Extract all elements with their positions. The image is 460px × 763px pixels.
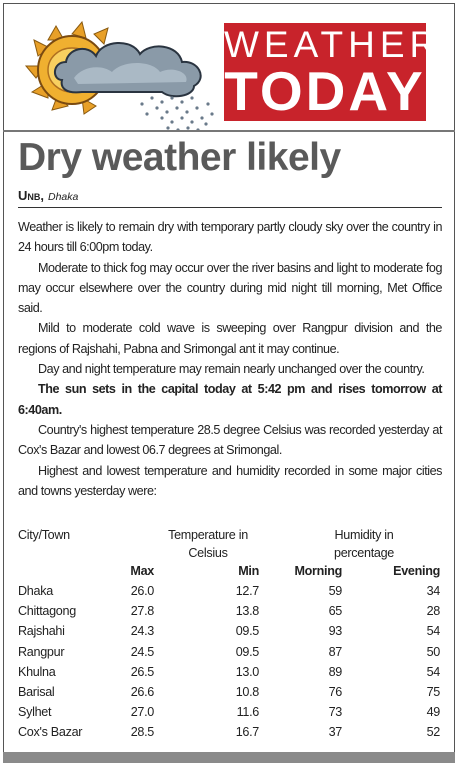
footer-bar [3, 752, 455, 763]
cell-max: 28.5 [130, 725, 154, 740]
cell-evening: 34 [426, 584, 440, 598]
cell-city: Sylhet [18, 705, 52, 720]
subheader-evening: Evening [393, 564, 440, 578]
paragraph-highlight: The sun sets in the capital today at 5:42 pm and rises tomorrow at 6:40am. [18, 382, 442, 417]
subheader-morning: Morning [294, 564, 342, 578]
table-row [18, 685, 442, 705]
cell-max: 26.0 [130, 584, 154, 598]
temperature-table [18, 526, 442, 746]
table-row [18, 584, 442, 604]
cell-min: 13.8 [235, 604, 259, 619]
cell-min: 10.8 [235, 684, 259, 699]
cell-morning: 76 [328, 684, 342, 699]
cell-morning: 73 [328, 705, 342, 720]
masthead-line-1: WEATHER [224, 24, 442, 65]
byline-divider [18, 207, 442, 208]
header-temperature [148, 526, 268, 562]
cell-max: 24.5 [130, 644, 154, 659]
header-temperature-line-2: Celsius [188, 546, 228, 560]
sun-cloud-rain-icon [22, 18, 227, 133]
cell-morning: 59 [328, 584, 342, 598]
byline [18, 188, 78, 203]
cell-city: Khulna [18, 664, 56, 679]
cell-evening: 28 [426, 604, 440, 619]
table-row [18, 624, 442, 644]
byline-city: Dhaka [48, 191, 79, 203]
article-body [18, 217, 442, 501]
paragraph: Moderate to thick fog may occur over the river basins and light to moderate fog may occur elsewhere over the country during mid night till morning, Met Office said. [18, 260, 442, 316]
cell-min: 16.7 [235, 725, 259, 740]
cell-evening: 54 [426, 624, 440, 639]
subheader-max: Max [130, 564, 154, 578]
cell-city: Cox's Bazar [18, 725, 83, 740]
table-row [18, 604, 442, 624]
cell-city: Rangpur [18, 644, 65, 659]
cell-city: Chittagong [18, 604, 76, 619]
header-humidity [314, 526, 414, 562]
cell-min: 09.5 [235, 644, 259, 659]
subheader-min: Min [238, 564, 259, 578]
cell-min: 09.5 [235, 624, 259, 639]
cell-morning: 37 [328, 725, 342, 740]
cell-city: Barisal [18, 684, 55, 699]
header-city: City/Town [18, 528, 70, 542]
cell-evening: 75 [426, 684, 440, 699]
cell-min: 12.7 [235, 584, 259, 598]
header-divider [3, 130, 455, 132]
paragraph: Day and night temperature may remain nearly unchanged over the country. [38, 362, 425, 377]
cell-evening: 50 [426, 644, 440, 659]
cell-morning: 87 [328, 644, 342, 659]
masthead-line-2: TODAY [224, 60, 426, 122]
cell-city: Dhaka [18, 584, 53, 598]
cell-morning: 89 [328, 664, 342, 679]
table-row [18, 725, 442, 745]
paragraph: Weather is likely to remain dry with temporary partly cloudy sky over the country in 24 hours till 6:00pm today. [18, 220, 442, 255]
table-subheader [18, 564, 442, 584]
cell-min: 13.0 [235, 664, 259, 679]
table-row [18, 665, 442, 685]
table-body [18, 584, 442, 746]
headline: Dry weather likely [18, 136, 341, 179]
table-row [18, 645, 442, 665]
header-humidity-line-1: Humidity in [334, 528, 394, 542]
cell-max: 26.6 [130, 684, 154, 699]
table-row [18, 705, 442, 725]
cell-max: 27.0 [130, 705, 154, 720]
byline-agency: Unb, [18, 188, 44, 203]
cell-evening: 54 [426, 664, 440, 679]
cell-max: 27.8 [130, 604, 154, 619]
paragraph: Country's highest temperature 28.5 degree Celsius was recorded yesterday at Cox's Bazar and lowest 06.7 degrees at Srimongal. [18, 422, 442, 458]
cell-morning: 93 [328, 624, 342, 639]
cell-min: 11.6 [236, 705, 259, 720]
cell-evening: 49 [426, 705, 440, 720]
header-temperature-line-1: Temperature in [168, 528, 248, 542]
cell-max: 24.3 [130, 624, 154, 639]
paragraph: Highest and lowest temperature and humidity recorded in some major cities and towns yesterday were: [18, 463, 442, 498]
cell-morning: 65 [328, 604, 342, 619]
cell-evening: 52 [426, 725, 440, 740]
table-header [18, 526, 442, 564]
paragraph: Mild to moderate cold wave is sweeping over Rangpur division and the regions of Rajshahi, Pabna and Srimongal ant it may continue. [18, 321, 442, 356]
header-humidity-line-2: percentage [333, 546, 395, 560]
cell-max: 26.5 [130, 664, 154, 679]
masthead-title [224, 23, 442, 122]
cell-city: Rajshahi [18, 624, 65, 639]
